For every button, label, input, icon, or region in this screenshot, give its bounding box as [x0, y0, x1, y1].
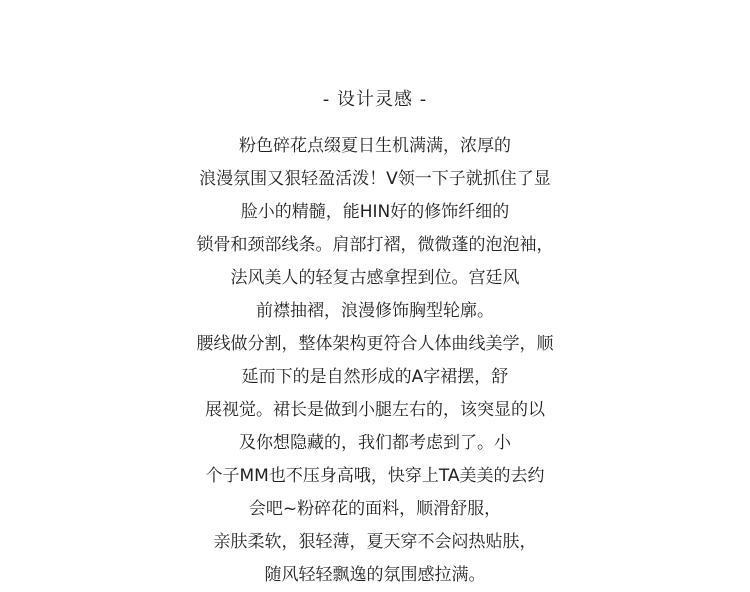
description-line-8: 延而下的是自然形成的A字裙摆，舒 [241, 367, 509, 387]
description-line-1: 粉色碎花点缀夏日生机满满，浓厚的 [239, 136, 511, 156]
description-line-6: 前襟抽褶，浪漫修饰胸型轮廓。 [256, 301, 494, 321]
description-line-13: 亲肤柔软，狠轻薄，夏天穿不会闷热贴肤， [213, 532, 537, 552]
description-text [0, 130, 750, 592]
description-line-7: 腰线做分割，整体架构更符合人体曲线美学，顺 [196, 334, 554, 354]
description-line-14: 随风轻轻飘逸的氛围感拉满。 [264, 565, 486, 585]
section-title: - 设计灵感 - [322, 89, 428, 110]
description-line-10: 及你想隐藏的，我们都考虑到了。小 [239, 433, 511, 453]
description-line-4: 锁骨和颈部线条。肩部打褶，微微蓬的泡泡袖， [196, 235, 554, 255]
description-line-11: 个子MM也不压身高哦，快穿上TA美美的去约 [205, 466, 545, 486]
description-line-9: 展视觉。裙长是做到小腿左右的，该突显的以 [205, 400, 545, 420]
description-line-5: 法风美人的轻复古感拿捏到位。宫廷风 [230, 268, 520, 288]
description-line-2: 浪漫氛围又狠轻盈活泼！V领一下子就抓住了显 [199, 169, 551, 189]
description-line-12: 会吧~粉碎花的面料，顺滑舒服， [248, 499, 502, 519]
description-line-3: 脸小的精髓，能HIN好的修饰纤细的 [240, 202, 510, 222]
